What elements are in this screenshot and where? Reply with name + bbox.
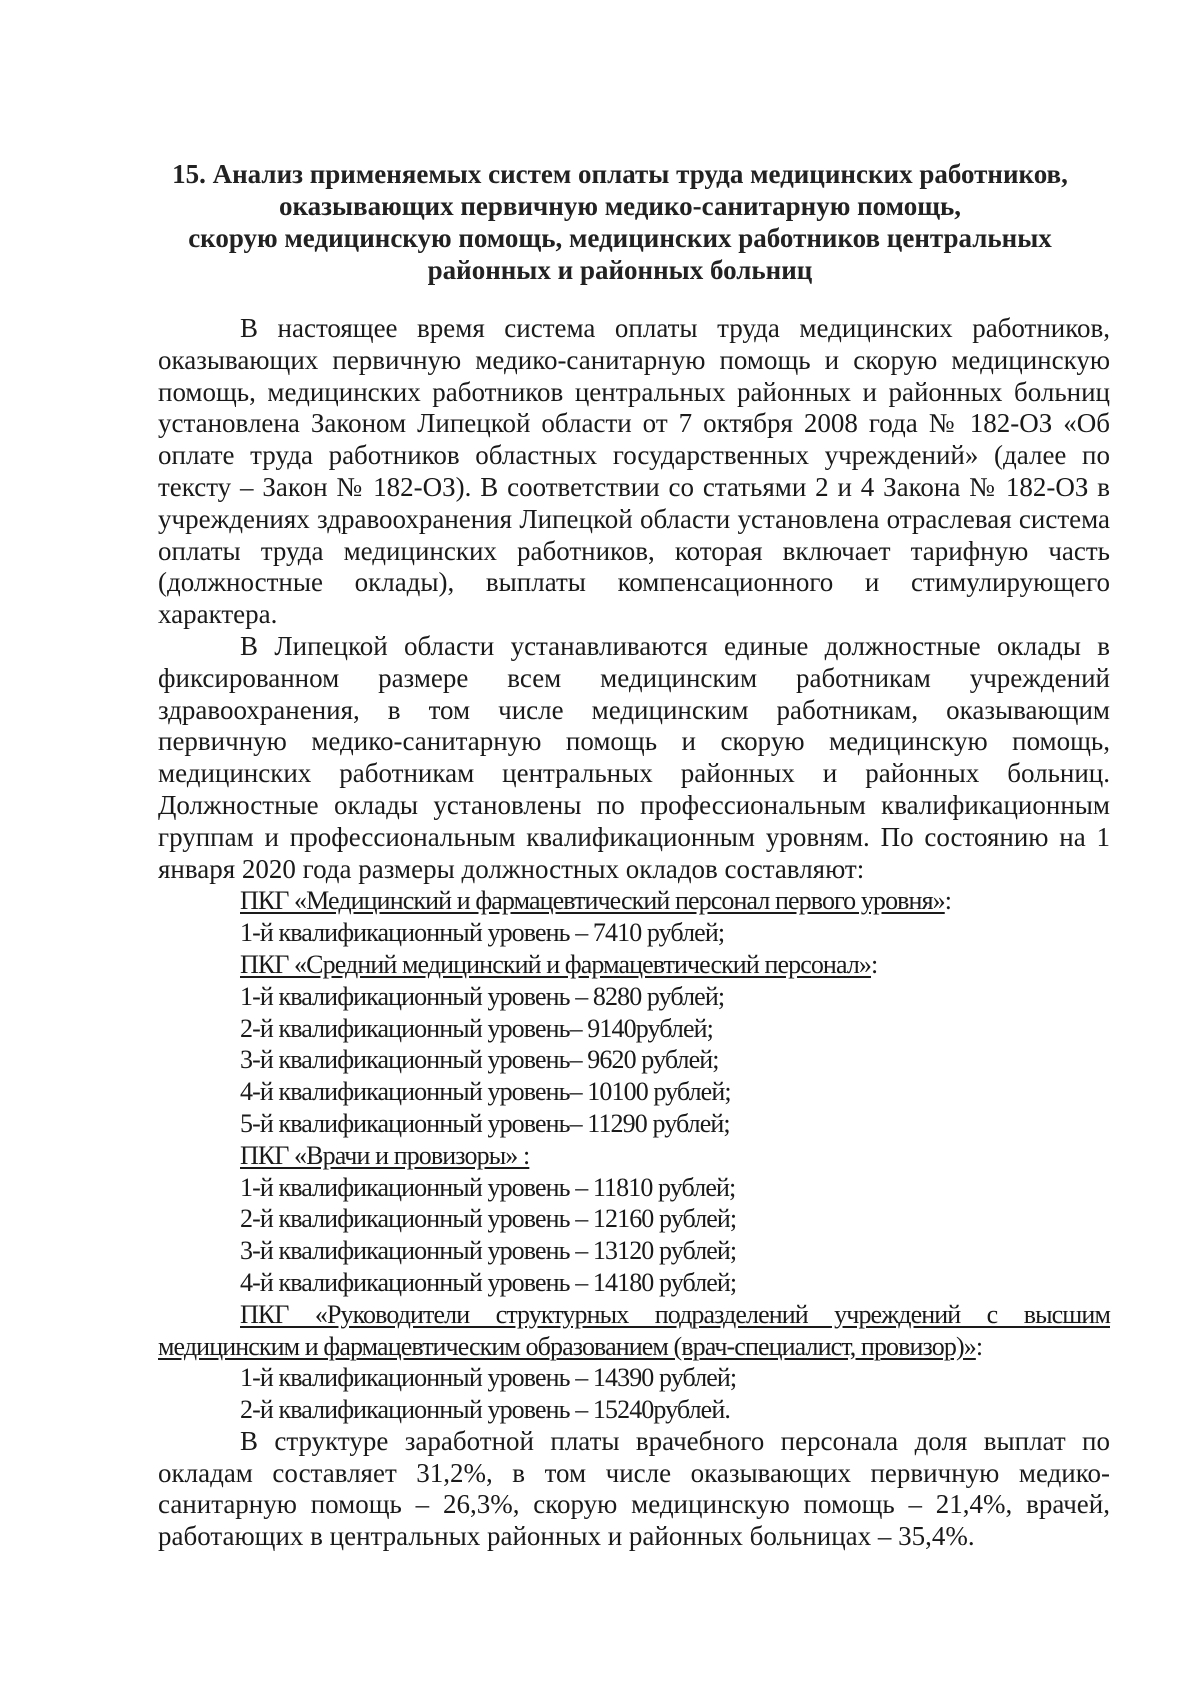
list-item: 4-й квалификационный уровень– 10100 рублей;	[240, 1077, 731, 1107]
document-body	[158, 313, 1110, 1553]
list-item: 5-й квалификационный уровень– 11290 рублей;	[240, 1108, 730, 1138]
list-item: 2-й квалификационный уровень – 12160 рублей;	[240, 1204, 737, 1234]
list-item: 1-й квалификационный уровень – 11810 рублей;	[240, 1172, 736, 1202]
paragraph-salary-rates: В Липецкой области устанавливаются единые должностные оклады в фиксированном размере всем медицинским работникам учреждений здравоохранения, в том числе медицинским работникам, оказывающим первичную медико-санитарную помощь и скорую медицинскую помощь, медицинских работникам центральных районных и районных больниц. Должностные оклады установлены по профессиональным квалификационным группам и профессиональным квалификационным уровням. По состоянию на 1 января 2020 года размеры должностных окладов составляют:	[158, 630, 1110, 884]
list-item: 2-й квалификационный уровень – 15240рублей.	[240, 1395, 730, 1425]
title-line: скорую медицинскую помощь, медицинских работников центральных	[188, 223, 1052, 253]
list-item: 4-й квалификационный уровень – 14180 рублей;	[240, 1267, 737, 1297]
paragraph-legal-basis: В настоящее время система оплаты труда медицинских работников, оказывающих первичную медико-санитарную помощь и скорую медицинскую помощь, медицинских работников центральных районных и районных больниц установлена Законом Липецкой области от 7 октября 2008 года № 182-ОЗ «Об оплате труда работников областных государственных учреждений» (далее по тексту – Закон № 182-ОЗ). В соответствии со статьями 2 и 4 Закона № 182-ОЗ в учреждениях здравоохранения Липецкой области установлена отраслевая система оплаты труда медицинских работников, которая включает тарифную часть (должностные оклады), выплаты компенсационного и стимулирующего характера.	[158, 313, 1110, 630]
list-item: 3-й квалификационный уровень– 9620 рублей;	[240, 1045, 719, 1075]
list-item: 2-й квалификационный уровень– 9140рублей;	[240, 1013, 713, 1043]
page-title	[140, 158, 1100, 286]
group-heading: ПКГ «Средний медицинский и фармацевтический персонал»	[240, 949, 871, 979]
paragraph-salary-structure: В структуре заработной платы врачебного персонала доля выплат по окладам составляет 31,2%, в том числе оказывающих первичную медико-санитарную помощь – 26,3%, скорую медицинскую помощь – 21,4%, врачей, работающих в центральных районных и районных больницах – 35,4%.	[158, 1425, 1110, 1552]
salary-group-2	[158, 949, 1110, 1140]
list-item: 1-й квалификационный уровень – 14390 рублей;	[240, 1363, 737, 1393]
group-heading-suffix: :	[871, 949, 878, 979]
title-line: 15. Анализ применяемых систем оплаты труда медицинских работников,	[172, 159, 1068, 189]
salary-group-3	[158, 1140, 1110, 1299]
list-item: 3-й квалификационный уровень – 13120 рублей;	[240, 1236, 737, 1266]
title-line: районных и районных больниц	[427, 255, 813, 285]
list-item: 1-й квалификационный уровень – 8280 рублей;	[240, 981, 725, 1011]
salary-group-1	[158, 885, 1110, 949]
group-heading: ПКГ «Медицинский и фармацевтический персонал первого уровня»	[240, 886, 945, 916]
salary-group-4	[158, 1299, 1110, 1426]
group-heading-suffix: :	[975, 1331, 983, 1361]
group-heading-suffix: :	[944, 886, 952, 916]
list-item: 1-й квалификационный уровень – 7410 рублей;	[240, 918, 725, 948]
group-heading: ПКГ «Врачи и провизоры» :	[240, 1140, 530, 1170]
title-line: оказывающих первичную медико-санитарную помощь,	[278, 191, 962, 221]
group-heading: ПКГ «Руководители структурных подразделений учреждений с высшим медицинским и фармацевтическим образованием (врач-специалист, провизор)»	[158, 1299, 1110, 1361]
